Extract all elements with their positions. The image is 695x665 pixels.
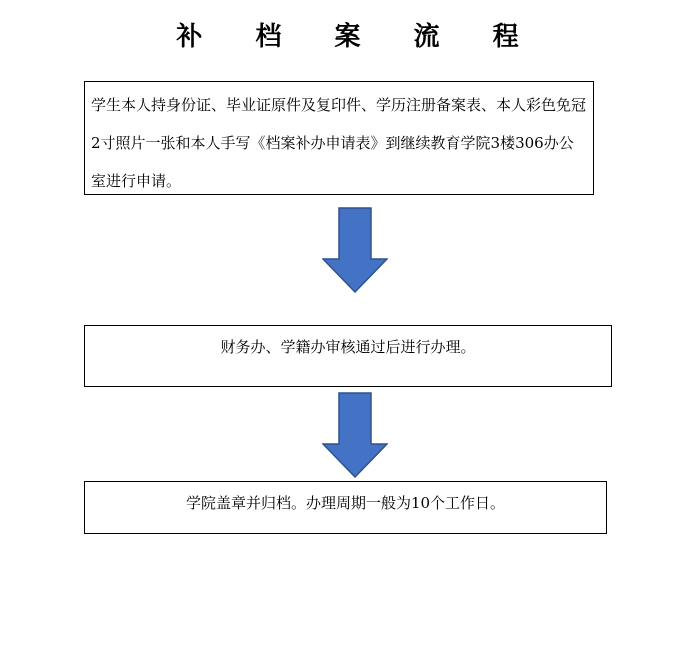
step-1-box bbox=[84, 81, 594, 195]
step-2-text: 财务办、学籍办审核通过后进行办理。 bbox=[220, 338, 476, 356]
step-3-box bbox=[84, 481, 607, 534]
down-arrow-1 bbox=[322, 207, 388, 293]
step-3-text: 学院盖章并归档。办理周期一般为10个工作日。 bbox=[185, 494, 506, 512]
page-title: 补 档 案 流 程 bbox=[176, 22, 541, 52]
down-arrow-2 bbox=[322, 392, 388, 478]
step-1-text: 学生本人持身份证、毕业证原件及复印件、学历注册备案表、本人彩色免冠2寸照片一张和本人手写《档案补办申请表》到继续教育学院3楼306办公室进行申请。 bbox=[91, 96, 587, 190]
step-2-box bbox=[84, 325, 612, 387]
